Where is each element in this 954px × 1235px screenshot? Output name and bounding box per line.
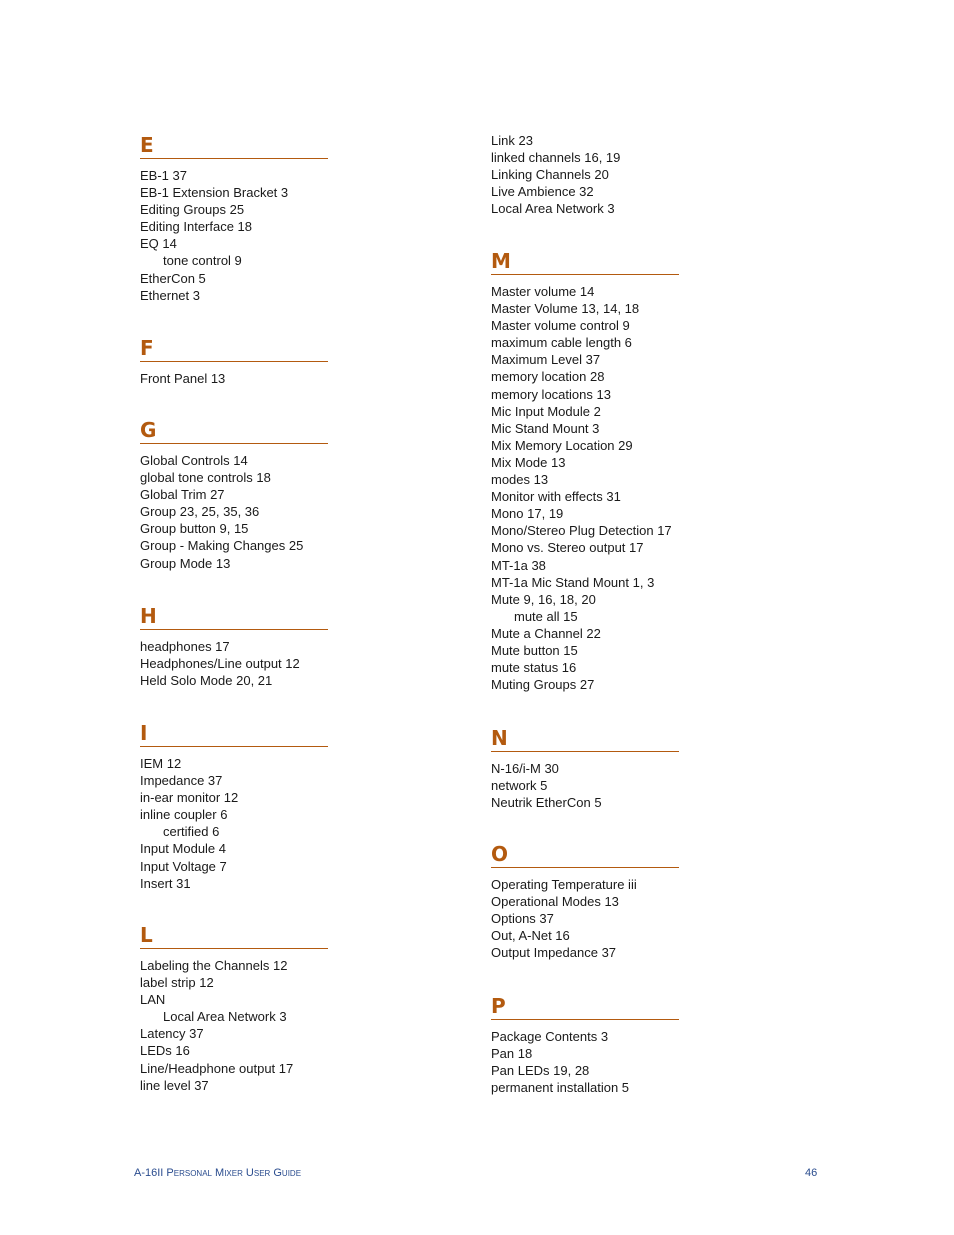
index-entry: Local Area Network 3 xyxy=(491,201,615,217)
index-entry: EB-1 37 xyxy=(140,168,187,183)
index-entry: Output Impedance 37 xyxy=(491,945,617,961)
index-entry: Group 23, 25, 35, 36 xyxy=(140,504,260,520)
index-section xyxy=(140,922,328,1094)
index-entry: Mix Mode 13 xyxy=(491,454,566,470)
index-entry: Operating Temperature iii xyxy=(491,877,637,892)
index-entry: Mic Stand Mount 3 xyxy=(491,420,600,436)
index-section xyxy=(491,993,679,1096)
index-entry: Master Volume 13, 14, 18 xyxy=(491,301,640,317)
index-entry: Ethernet 3 xyxy=(140,287,200,303)
index-entry: label strip 12 xyxy=(140,975,214,991)
section-divider xyxy=(140,746,328,747)
index-entry: Group button 9, 15 xyxy=(140,521,249,537)
section-divider xyxy=(140,361,328,362)
index-entry: Mono vs. Stereo output 17 xyxy=(491,540,644,556)
index-subentry: certified 6 xyxy=(163,824,220,840)
index-section xyxy=(140,132,328,304)
index-entry: in-ear monitor 12 xyxy=(140,790,239,806)
section-letter: N xyxy=(491,726,508,750)
index-entry: line level 37 xyxy=(140,1077,209,1093)
section-letter: E xyxy=(140,133,154,157)
index-section xyxy=(491,132,679,217)
section-divider xyxy=(140,629,328,630)
section-letter: M xyxy=(491,249,511,273)
index-entry: Global Controls 14 xyxy=(140,453,248,468)
section-letter: P xyxy=(491,994,506,1018)
section-letter: I xyxy=(140,721,148,745)
index-entry: network 5 xyxy=(491,778,548,794)
index-entry: Live Ambience 32 xyxy=(491,184,594,200)
index-entry: Held Solo Mode 20, 21 xyxy=(140,673,273,689)
index-entry: Mono/Stereo Plug Detection 17 xyxy=(491,523,672,539)
index-entry: Options 37 xyxy=(491,911,554,927)
section-letter: H xyxy=(140,604,157,628)
index-subentry: Local Area Network 3 xyxy=(163,1009,287,1025)
index-entry: Out, A-Net 16 xyxy=(491,928,570,944)
index-entry: Package Contents 3 xyxy=(491,1029,609,1044)
index-entry: Labeling the Channels 12 xyxy=(140,958,288,973)
index-subentry: mute all 15 xyxy=(514,608,578,624)
index-entry: Master volume 14 xyxy=(491,284,595,299)
index-entry: Group Mode 13 xyxy=(140,555,231,571)
index-entry: memory locations 13 xyxy=(491,386,611,402)
index-entry: LEDs 16 xyxy=(140,1043,190,1059)
index-entry: Pan 18 xyxy=(491,1046,533,1062)
section-letter: G xyxy=(140,418,157,442)
index-entry: Headphones/Line output 12 xyxy=(140,656,300,672)
index-entry: Editing Groups 25 xyxy=(140,202,245,218)
footer-page-number: 46 xyxy=(805,1167,818,1179)
index-entry: EtherCon 5 xyxy=(140,270,206,286)
index-entry: Mute button 15 xyxy=(491,642,578,658)
index-entry: EQ 14 xyxy=(140,236,177,252)
index-entry: Insert 31 xyxy=(140,875,191,891)
index-entry: Group - Making Changes 25 xyxy=(140,538,304,554)
index-entry: MT-1a Mic Stand Mount 1, 3 xyxy=(491,574,655,590)
index-entry: linked channels 16, 19 xyxy=(491,150,621,166)
index-entry: Mute a Channel 22 xyxy=(491,625,601,641)
index-section xyxy=(491,248,679,693)
index-section xyxy=(491,725,679,811)
index-entry: modes 13 xyxy=(491,472,549,488)
index-section xyxy=(140,335,328,387)
section-divider xyxy=(491,867,679,868)
index-entry: permanent installation 5 xyxy=(491,1080,630,1096)
index-entry: EB-1 Extension Bracket 3 xyxy=(140,185,289,201)
section-divider xyxy=(491,274,679,275)
index-entry: Muting Groups 27 xyxy=(491,677,595,693)
index-entry: Mute 9, 16, 18, 20 xyxy=(491,591,596,607)
index-entry: Line/Headphone output 17 xyxy=(140,1060,294,1076)
section-divider xyxy=(140,443,328,444)
index-entry: Mix Memory Location 29 xyxy=(491,437,633,453)
section-divider xyxy=(491,1019,679,1020)
footer-title: A-16II Personal Mixer User Guide xyxy=(134,1167,302,1179)
index-entry: MT-1a 38 xyxy=(491,557,546,573)
index-entry: Global Trim 27 xyxy=(140,487,225,503)
section-divider xyxy=(140,158,328,159)
index-section xyxy=(140,720,328,892)
index-entry: Maximum Level 37 xyxy=(491,352,601,368)
index-entry: N-16/i-M 30 xyxy=(491,761,559,776)
index-section xyxy=(140,417,328,572)
index-section xyxy=(491,841,679,961)
index-subentry: tone control 9 xyxy=(163,253,242,269)
section-letter: F xyxy=(140,336,154,360)
index-entry: Pan LEDs 19, 28 xyxy=(491,1063,590,1079)
index-entry: Mic Input Module 2 xyxy=(491,403,601,419)
index-entry: mute status 16 xyxy=(491,660,577,676)
index-entry: Neutrik EtherCon 5 xyxy=(491,795,602,811)
section-divider xyxy=(140,948,328,949)
index-entry: Impedance 37 xyxy=(140,773,223,789)
index-entry: Input Voltage 7 xyxy=(140,858,227,874)
index-entry: Monitor with effects 31 xyxy=(491,489,621,505)
index-entry: Front Panel 13 xyxy=(140,371,226,386)
section-letter: L xyxy=(140,923,153,947)
index-entry: memory location 28 xyxy=(491,369,605,385)
index-entry: Master volume control 9 xyxy=(491,318,630,334)
index-entry: Input Module 4 xyxy=(140,841,227,857)
index-entry: Operational Modes 13 xyxy=(491,894,619,910)
index-entry: Latency 37 xyxy=(140,1026,204,1042)
index-entry: Editing Interface 18 xyxy=(140,219,253,235)
index-entry: Link 23 xyxy=(491,133,533,148)
section-divider xyxy=(491,751,679,752)
index-entry: LAN xyxy=(140,992,166,1008)
index-entry: global tone controls 18 xyxy=(140,470,271,486)
index-entry: inline coupler 6 xyxy=(140,807,228,823)
index-section xyxy=(140,603,328,689)
index-entry: maximum cable length 6 xyxy=(491,335,632,351)
index-entry: Mono 17, 19 xyxy=(491,506,564,522)
index-entry: Linking Channels 20 xyxy=(491,167,609,183)
section-letter: O xyxy=(491,842,509,866)
index-entry: IEM 12 xyxy=(140,756,182,771)
index-entry: headphones 17 xyxy=(140,639,230,654)
